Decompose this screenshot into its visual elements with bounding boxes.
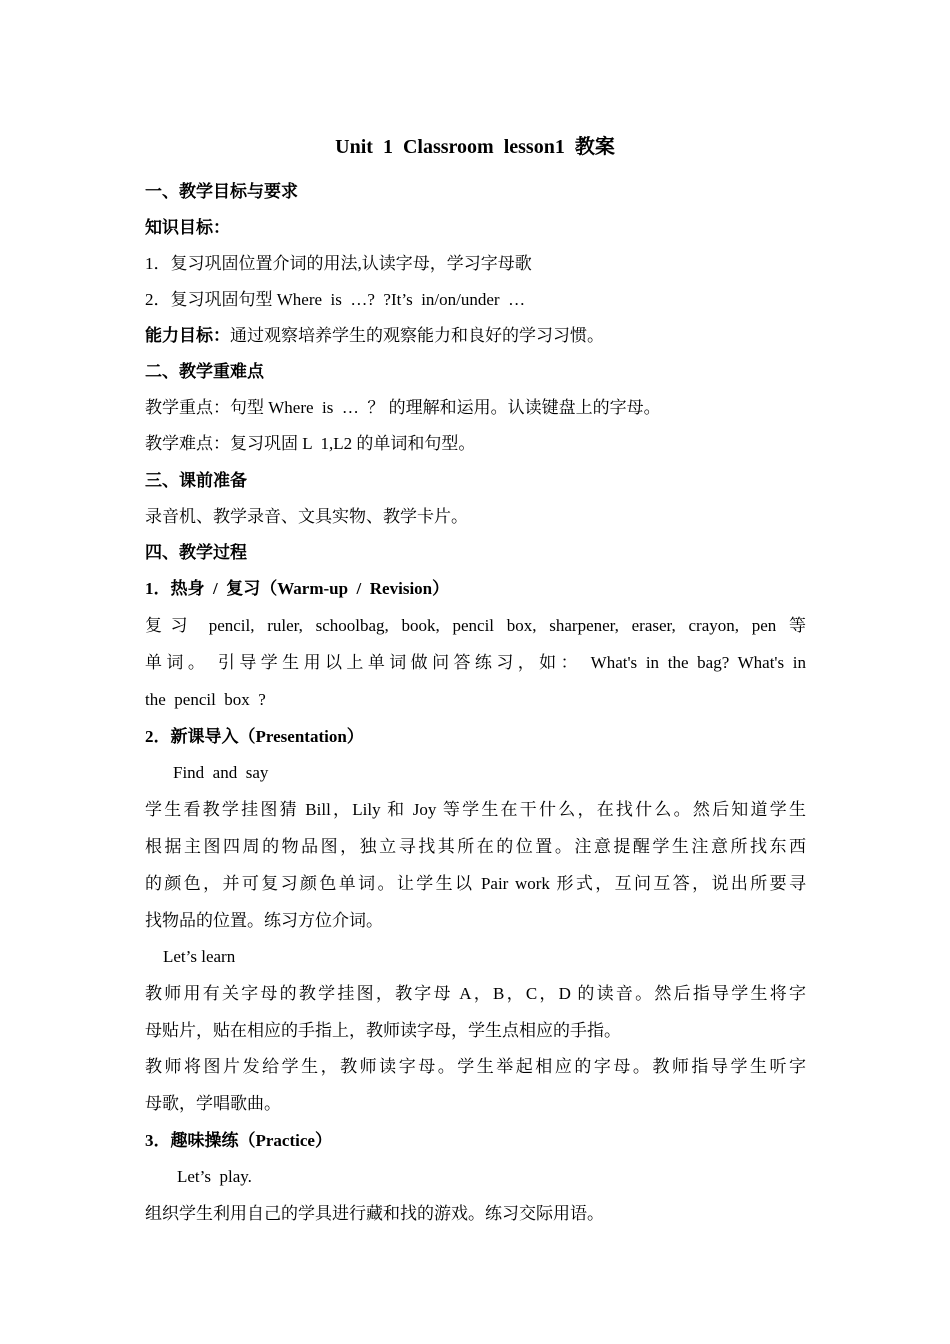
step-2-heading: 2．新课导入（Presentation） (145, 727, 364, 746)
section-heading-process: 四、教学过程 (145, 543, 247, 562)
letters-line-1: 教师用有关字母的教学挂图，教字母 A，B，C，D 的读音。然后指导学生将字 (145, 984, 806, 1003)
ability-goal-text: 通过观察培养学生的观察能力和良好的学习习惯。 (230, 326, 604, 345)
knowledge-goal-1: 1．复习巩固位置介词的用法,认读字母，学习字母歌 (145, 254, 532, 273)
document-title: Unit 1 Classroom lesson1 教案 (335, 136, 615, 158)
step-1-line-3: the pencil box ? (145, 690, 266, 709)
step-1-heading: 1．热身 / 复习（Warm-up / Revision） (145, 579, 450, 598)
letters-song-line-1: 教师将图片发给学生，教师读字母。学生举起相应的字母。教师指导学生听字 (145, 1057, 806, 1076)
presentation-line-3: 的颜色，并可复习颜色单词。让学生以 Pair work 形式，互问互答，说出所要寻 (145, 874, 806, 893)
presentation-line-1: 学生看教学挂图猜 Bill，Lily 和 Joy 等学生在干什么，在找什么。然后知道学生 (145, 800, 806, 819)
ability-goal-label: 能力目标： (145, 326, 230, 345)
knowledge-goals-label: 知识目标： (145, 218, 230, 237)
section-heading-preparation: 三、课前准备 (145, 471, 247, 490)
step-1-line-2: 单词。 引导学生用以上单词做问答练习，如： What's in the bag? What's in (145, 653, 806, 672)
teaching-focus: 教学重点：句型 Where is … ？ 的理解和运用。认读键盘上的字母。 (145, 398, 661, 417)
letters-song-line-2: 母歌，学唱歌曲。 (145, 1094, 281, 1113)
knowledge-goal-2: 2．复习巩固句型 Where is …? ?It’s in/on/under … (145, 290, 526, 309)
find-and-say-label: Find and say (173, 763, 269, 782)
letters-line-2: 母贴片，贴在相应的手指上，教师读字母，学生点相应的手指。 (145, 1021, 621, 1040)
step-3-heading: 3．趣味操练（Practice） (145, 1131, 332, 1150)
ability-goal (145, 325, 604, 347)
presentation-line-4: 找物品的位置。练习方位介词。 (145, 911, 383, 930)
practice-line-1: 组织学生利用自己的学具进行藏和找的游戏。练习交际用语。 (145, 1204, 604, 1223)
lets-play-label: Let’s play. (177, 1167, 252, 1186)
teaching-difficulty: 教学难点：复习巩固 L 1,L2 的单词和句型。 (145, 434, 476, 453)
section-heading-goals: 一、教学目标与要求 (145, 182, 298, 201)
preparation-text: 录音机、教学录音、文具实物、教学卡片。 (145, 507, 468, 526)
section-heading-focus: 二、教学重难点 (145, 362, 264, 381)
step-1-line-1: 复习 pencil, ruler, schoolbag, book, pencil box, sharpener, eraser, crayon, pen 等 (145, 616, 806, 635)
lets-learn-label: Let’s learn (163, 947, 236, 966)
presentation-line-2: 根据主图四周的物品图，独立寻找其所在的位置。注意提醒学生注意所找东西 (145, 837, 806, 856)
